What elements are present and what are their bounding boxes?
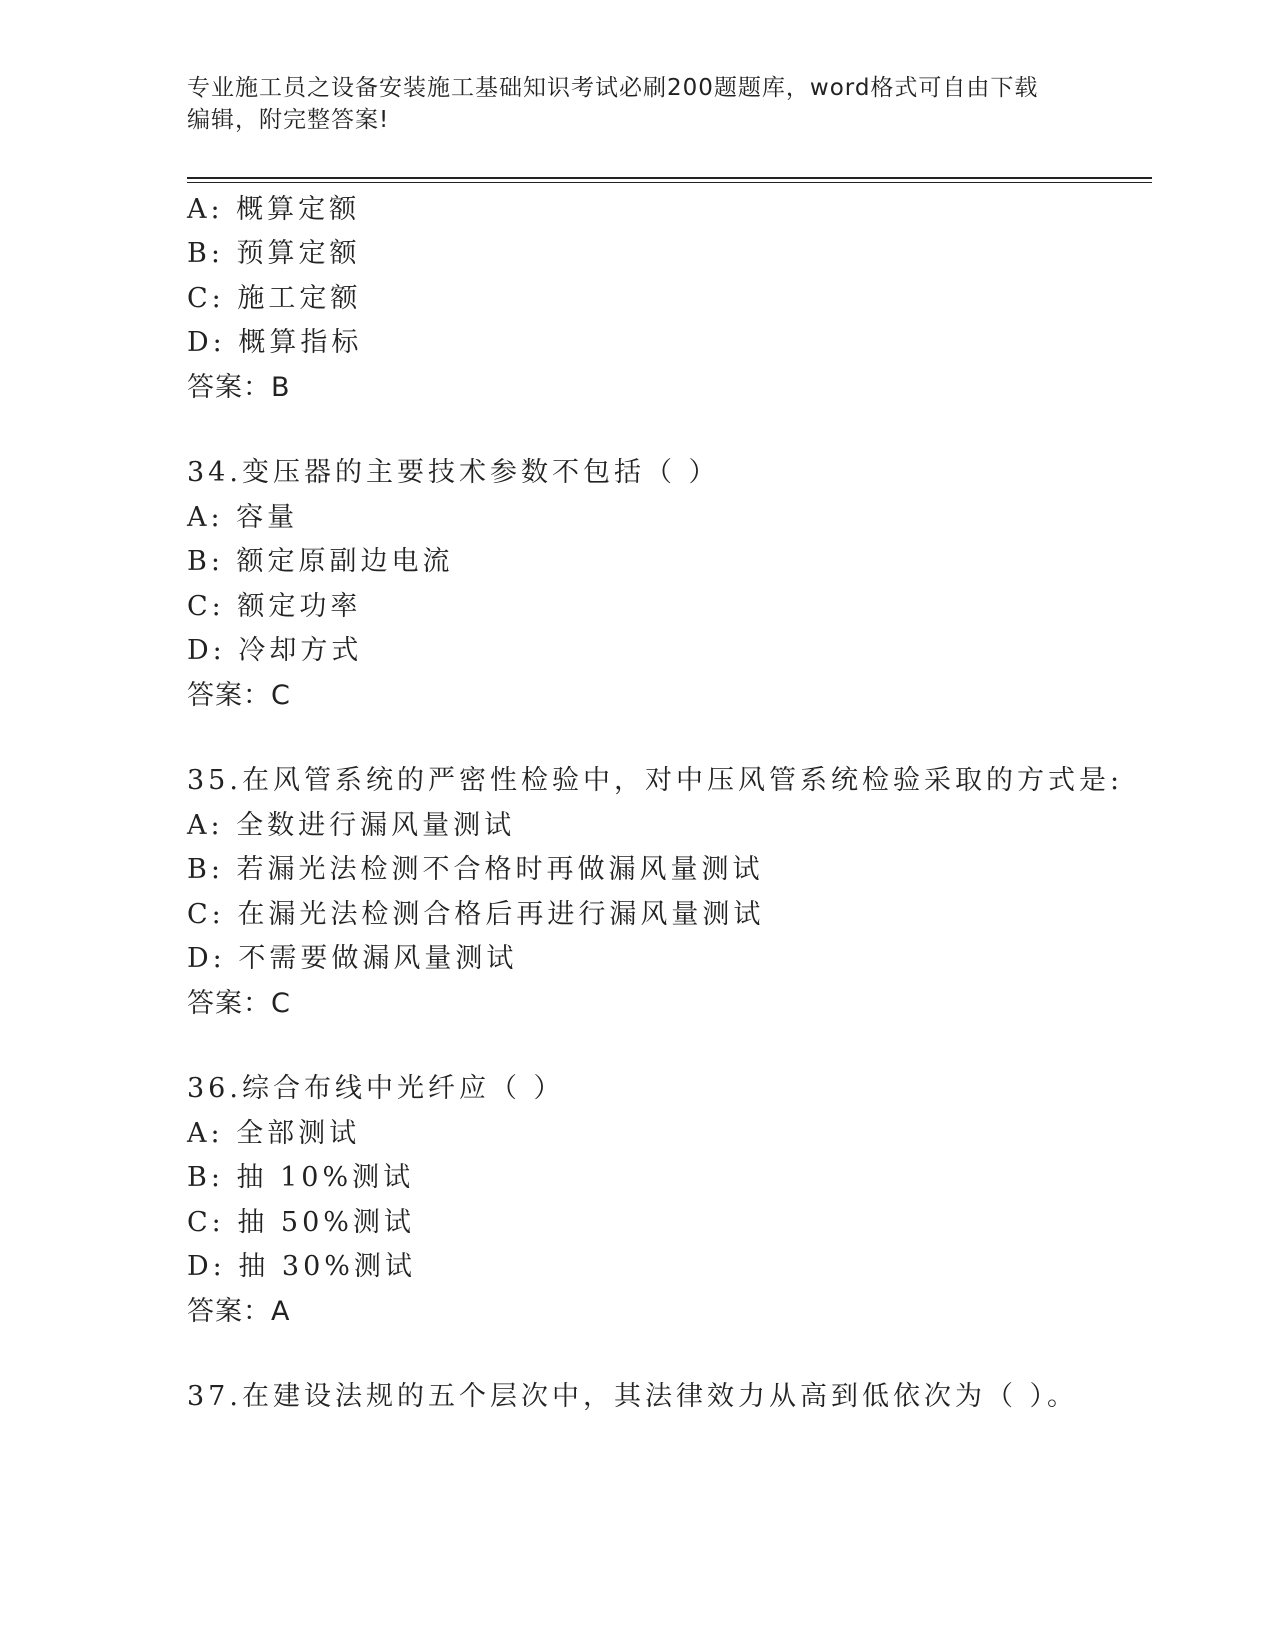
header-line-2: 编辑，附完整答案! [187,107,390,133]
option-a: A: 全部测试 [187,1118,361,1149]
question-34-text: 34.变压器的主要技术参数不包括（ ） [187,457,720,488]
answer-line: 答案：C [187,680,291,711]
option-d: D: 概算指标 [187,327,363,358]
option-b: B: 抽 10%测试 [187,1162,415,1193]
option-c: C: 施工定额 [187,283,362,314]
option-b: B: 预算定额 [187,238,361,269]
document-header [187,72,1087,136]
option-d: D: 冷却方式 [187,635,363,666]
answer-line: 答案：A [187,1296,291,1327]
answer-line: 答案：B [187,372,291,403]
header-line-1: 专业施工员之设备安装施工基础知识考试必刷200题题库，word格式可自由下载 [187,75,1039,101]
question-35-text: 35.在风管系统的严密性检验中，对中压风管系统检验采取的方式是: [187,765,1124,796]
option-c: C: 额定功率 [187,591,362,622]
header-divider-thick [187,177,1152,179]
option-b: B: 若漏光法检测不合格时再做漏风量测试 [187,854,764,885]
option-a: A: 容量 [187,502,299,533]
option-c: C: 抽 50%测试 [187,1207,415,1238]
answer-line: 答案：C [187,988,291,1019]
option-a: A: 概算定额 [187,194,361,225]
option-c: C: 在漏光法检测合格后再进行漏风量测试 [187,899,765,930]
header-divider-thin [187,182,1152,183]
option-b: B: 额定原副边电流 [187,546,454,577]
question-36-text: 36.综合布线中光纤应（ ） [187,1073,565,1104]
question-37-text: 37.在建设法规的五个层次中，其法律效力从高到低依次为（ ）。 [187,1381,1079,1412]
option-a: A: 全数进行漏风量测试 [187,810,516,841]
option-d: D: 抽 30%测试 [187,1251,416,1282]
option-d: D: 不需要做漏风量测试 [187,943,518,974]
